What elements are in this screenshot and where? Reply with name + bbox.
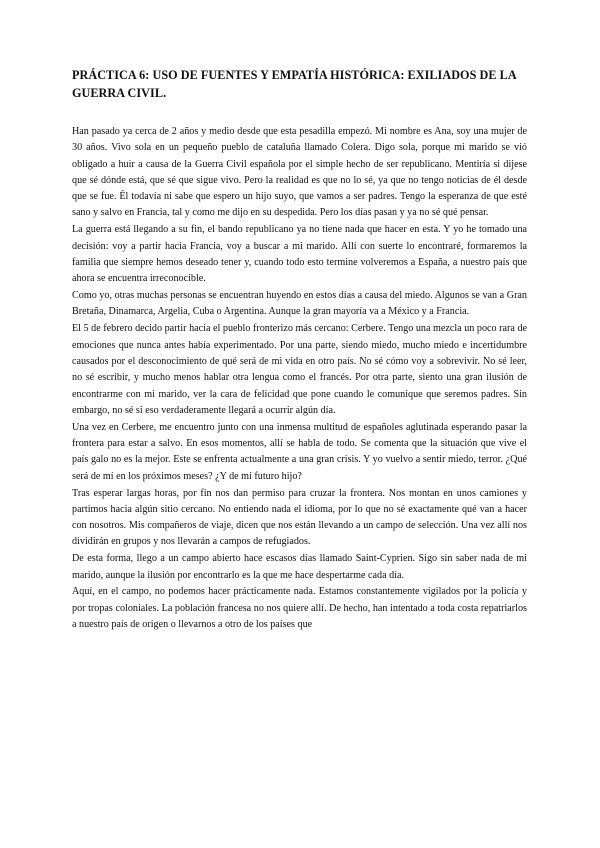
paragraph: Aquí, en el campo, no podemos hacer prácticamente nada. Estamos constantemente vigilados por la policía y por tropas coloniales. La población francesa no nos quiere allí. De hecho, han intentado a toda costa repatriarlos a nuestro país de origen o llevarnos a otro de los países que <box>72 586 527 631</box>
paragraph: Una vez en Cerbere, me encuentro junto con una inmensa multitud de españoles aglutinada esperando pasar la frontera para estar a salvo. En esos momentos, allí se habla de todo. Se comenta que la situación que vive el país galo no es la mejor. Este se enfrenta actualmente a una gran crisis. Y yo vuelvo a sentir miedo, terror. ¿Qué será de mí en los próximos meses? ¿Y de mi futuro hijo? <box>72 421 527 482</box>
paragraph: Tras esperar largas horas, por fin nos dan permiso para cruzar la frontera. Nos montan en unos camiones y partimos hacia algún sitio cercano. No entiendo nada el idioma, por lo que no sé exactamente qué van a hacer con nosotros. Mis compañeros de viaje, dicen que nos están llevando a un campo de selección. Una vez allí nos dividirán en grupos y nos llevarán a campos de refugiados. <box>72 487 527 548</box>
paragraph: La guerra está llegando a su fin, el bando republicano ya no tiene nada que hacer en esta. Y yo he tomado una decisión: voy a partir hacia Francia, voy a buscar a mi marido. Allí con suerte lo encontraré, formaremos la familia que siempre hemos deseado tener y, cuando todo esto termine volveremos a España, a nuestro país que ahora se encuentra irreconocible. <box>72 224 527 285</box>
document-page <box>72 66 527 634</box>
paragraph: De esta forma, llego a un campo abierto hace escasos días llamado Saint-Cyprien. Sigo sin saber nada de mi marido, aunque la ilusión por encontrarlo es la que me hace despertarme cada día. <box>72 553 527 581</box>
paragraph: El 5 de febrero decido partir hacia el pueblo fronterizo más cercano: Cerbere. Tengo una mezcla un poco rara de emociones que nunca antes había experimentado. Por una parte, siendo miedo, mucho miedo e incertidumbre causados por el desconocimiento de qué será de mi vida en otro país. No sé cómo voy a sobrevivir. No sé leer, no sé escribir, y mucho menos hablar otra lengua como el francés. Por otra parte, siento una gran ilusión de encontrarme con mi marido, ver la cara de felicidad que pone cuando le comunique que seremos padres. Sin embargo, no sé si eso verdaderamente llegará a ocurrir algún día. <box>72 323 527 416</box>
paragraph: Como yo, otras muchas personas se encuentran huyendo en estos días a causa del miedo. Algunos se van a Gran Bretaña, Dinamarca, Argelia, Cuba o Argentina. Aunque la gran mayoría va a México y a Francia. <box>72 290 527 318</box>
paragraph: Han pasado ya cerca de 2 años y medio desde que esta pesadilla empezó. Mi nombre es Ana, soy una mujer de 30 años. Vivo sola en un pequeño pueblo de cataluña llamado Colera. Digo sola, porque mi marido se vió obligado a huir a causa de la Guerra Civil española por el simple hecho de ser republicano. Mentiría si dijese que sé dónde está, que sé que sigue vivo. Pero la realidad es que no lo sé, ya que no tengo noticias de él desde que se fue. Él todavía ni sabe que espero un hijo suyo, que vamos a ser padres. Tengo la esperanza de que esté sano y salvo en Francia, tal y como me dijo en su despedida. Pero los días pasan y ya no sé qué pensar. <box>72 126 527 219</box>
document-body <box>72 124 527 633</box>
page-title: PRÁCTICA 6: USO DE FUENTES Y EMPATÍA HISTÓRICA: EXILIADOS DE LA GUERRA CIVIL. <box>72 68 516 100</box>
